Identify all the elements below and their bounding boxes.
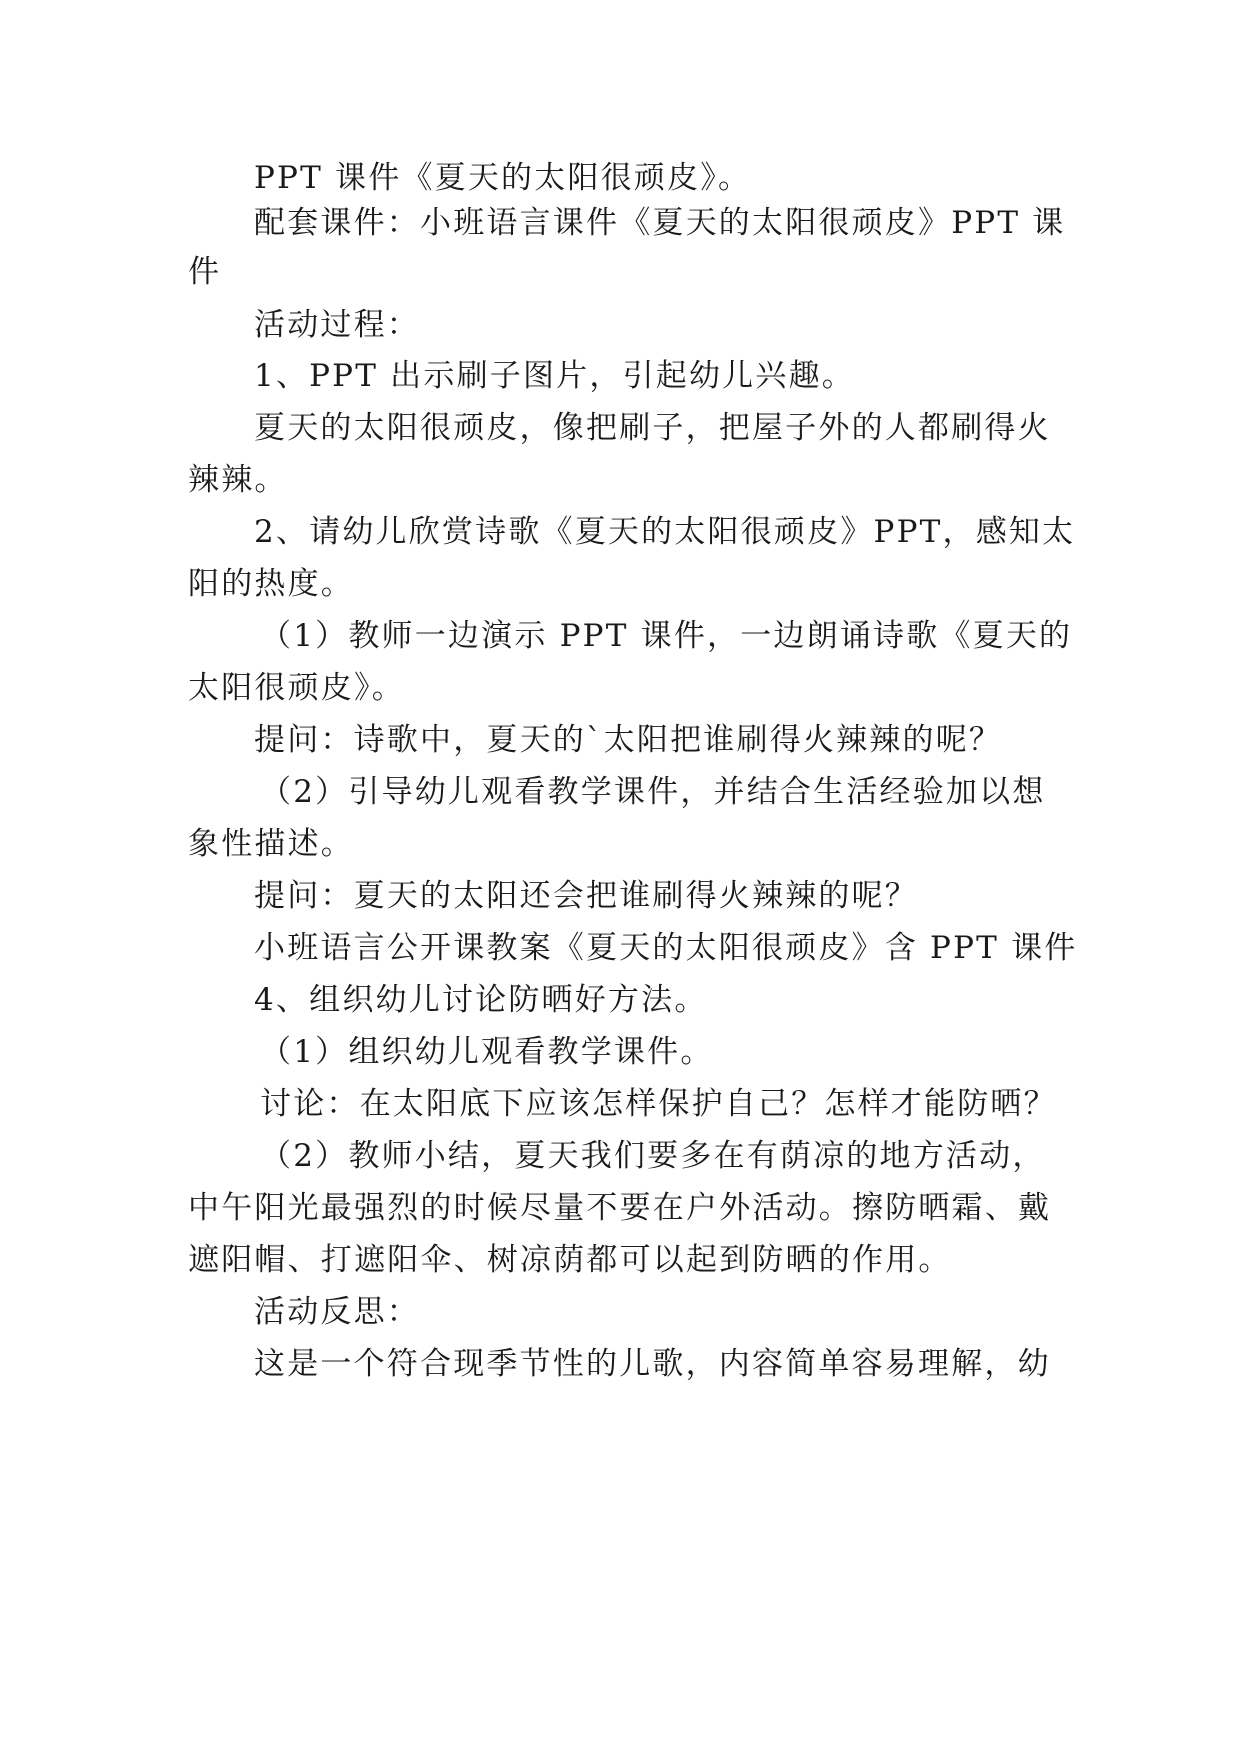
text-line: 中午阳光最强烈的时候尽量不要在户外活动。擦防晒霜、戴 (188, 1190, 1052, 1226)
text-line: （1）教师一边演示 PPT 课件，一边朗诵诗歌《夏天的 (260, 618, 1073, 654)
text-line: 遮阳帽、打遮阳伞、树凉荫都可以起到防晒的作用。 (188, 1242, 952, 1278)
text-line: 件 (188, 254, 222, 290)
text-line: 讨论：在太阳底下应该怎样保护自己？怎样才能防晒？ (260, 1086, 1057, 1122)
text-line: 太阳很顽皮》。 (188, 670, 405, 706)
text-line: （2）引导幼儿观看教学课件，并结合生活经验加以想 (260, 774, 1046, 810)
text-line: 1、PPT 出示刷子图片，引起幼儿兴趣。 (254, 358, 855, 394)
text-line: 阳的热度。 (188, 566, 354, 602)
text-line: 配套课件：小班语言课件《夏天的太阳很顽皮》PPT 课 (254, 205, 1066, 241)
text-line: 辣辣。 (188, 462, 288, 498)
text-line: 4、组织幼儿讨论防晒好方法。 (254, 982, 708, 1018)
text-line: 提问：诗歌中，夏天的`太阳把谁刷得火辣辣的呢？ (254, 722, 1003, 758)
text-line: （1）组织幼儿观看教学课件。 (260, 1034, 714, 1070)
text-line: 提问：夏天的太阳还会把谁刷得火辣辣的呢？ (254, 878, 918, 914)
section-heading: 活动过程： (254, 307, 420, 343)
text-line: （2）教师小结，夏天我们要多在有荫凉的地方活动， (260, 1138, 1046, 1174)
section-heading: 活动反思： (254, 1294, 420, 1330)
text-line: PPT 课件《夏天的太阳很顽皮》。 (254, 160, 752, 196)
text-line: 象性描述。 (188, 826, 354, 862)
text-line: 夏天的太阳很顽皮，像把刷子，把屋子外的人都刷得火 (254, 410, 1051, 446)
text-line: 小班语言公开课教案《夏天的太阳很顽皮》含 PPT 课件 (254, 930, 1078, 966)
text-line: 这是一个符合现季节性的儿歌，内容简单容易理解，幼 (254, 1346, 1051, 1382)
text-line: 2、请幼儿欣赏诗歌《夏天的太阳很顽皮》PPT，感知太 (254, 514, 1076, 550)
